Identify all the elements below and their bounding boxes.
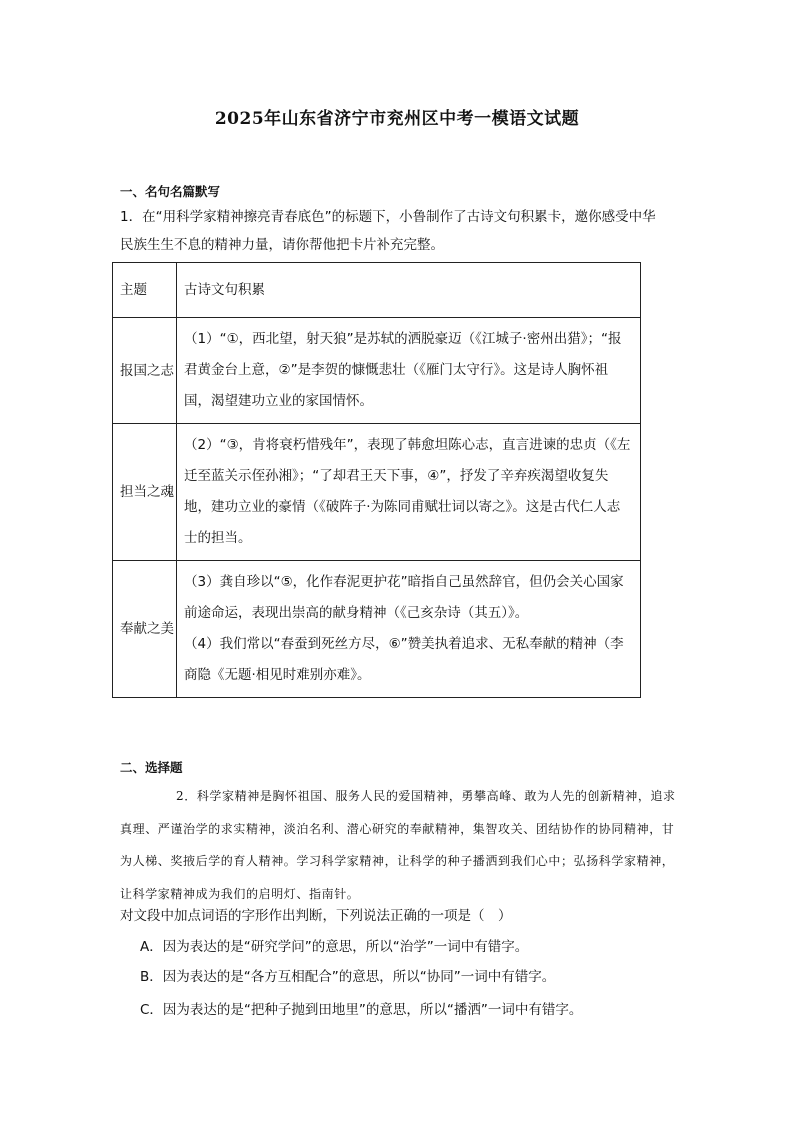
row-theme: 担当之魂 bbox=[113, 424, 177, 561]
question-2-prompt: 对文段中加点词语的字形作出判断，下列说法正确的一项是（ ） bbox=[120, 908, 512, 924]
table-row bbox=[113, 424, 641, 561]
poetry-card-table bbox=[112, 262, 641, 698]
option-a: A．因为表达的是“研究学问”的意思，所以“治学”一词中有错字。 bbox=[140, 939, 529, 955]
question-1-prompt bbox=[120, 203, 680, 259]
row-content bbox=[177, 561, 641, 698]
question-1-line-1: 1．在“用科学家精神擦亮青春底色”的标题下，小鲁制作了古诗文句积累卡，邀你感受中华 bbox=[120, 209, 656, 225]
row-content-part-1: （3）龚自珍以“⑤，化作春泥更护花”暗指自己虽然辞官，但仍会关心国家前途命运，表现出崇高的献身精神（《己亥杂诗（其五）》。 bbox=[184, 574, 624, 621]
header-theme: 主题 bbox=[113, 263, 177, 318]
document-title: 2025年山东省济宁市兖州区中考一模语文试题 bbox=[214, 109, 580, 129]
row-theme: 报国之志 bbox=[113, 318, 177, 424]
option-b: B．因为表达的是“各方互相配合”的意思，所以“协同”一词中有错字。 bbox=[140, 969, 556, 985]
table-row bbox=[113, 318, 641, 424]
row-theme: 奉献之美 bbox=[113, 561, 177, 698]
row-content: （1）“①，西北望，射天狼”是苏轼的洒脱豪迈（《江城子·密州出猎》；“报君黄金台上意，②”是李贺的慷慨悲壮（《雁门太守行》。这是诗人胸怀祖国，渴望建功立业的家国情怀。 bbox=[177, 318, 641, 424]
table-row bbox=[113, 561, 641, 698]
row-content-part-2: （4）我们常以“春蚕到死丝方尽，⑥”赞美执着追求、无私奉献的精神（李商隐《无题·相见时难别亦难》。 bbox=[184, 636, 624, 683]
passage-text: 2．科学家精神是胸怀祖国、服务人民的爱国精神，勇攀高峰、敢为人先的创新精神，追求真理、严谨治学的求实精神，淡泊名利、潜心研究的奉献精神，集智攻关、团结协作的协同精神，甘为人梯、奖掖后学的育人精神。学习科学家精神，让科学的种子播洒到我们心中；弘扬科学家精神，让科学家精神成为我们的启明灯、指南针。 bbox=[120, 789, 676, 901]
row-content: （2）“③，肯将衰朽惜残年”，表现了韩愈坦陈心志，直言进谏的忠贞（《左迁至蓝关示侄孙湘》；“了却君王天下事，④”，抒发了辛弃疾渴望收复失地，建功立业的豪情（《破阵子·为陈同甫赋壮词以寄之》。这是古代仁人志士的担当。 bbox=[177, 424, 641, 561]
table-header-row bbox=[113, 263, 641, 318]
option-c: C．因为表达的是“把种子抛到田地里”的意思，所以“播洒”一词中有错字。 bbox=[140, 1002, 583, 1018]
question-2-passage bbox=[120, 780, 685, 910]
question-1-line-2: 民族生生不息的精神力量，请你帮他把卡片补充完整。 bbox=[120, 237, 444, 253]
header-content: 古诗文句积累 bbox=[177, 263, 641, 318]
section-2-heading: 二、选择题 bbox=[120, 760, 183, 775]
section-1-heading: 一、名句名篇默写 bbox=[120, 184, 221, 199]
